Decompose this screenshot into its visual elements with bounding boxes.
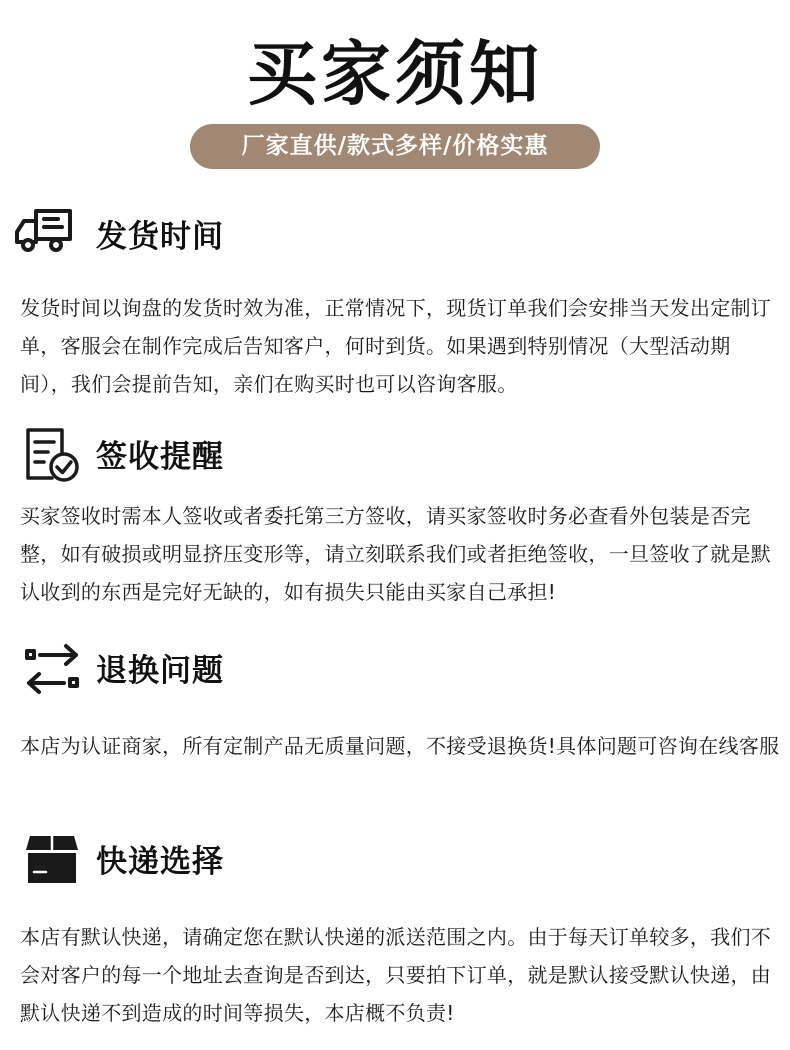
page-title: 买家须知	[247, 33, 543, 115]
section-heading-courier: 快递选择	[96, 844, 224, 880]
package-box-icon	[24, 832, 80, 888]
section-heading-delivery-time: 发货时间	[96, 219, 224, 255]
signed-document-icon	[24, 426, 80, 482]
exchange-arrows-icon	[24, 642, 80, 698]
section-body-receipt-reminder: 买家签收时需本人签收或者委托第三方签收，请买家签收时务必查看外包装是否完整，如有破损或明显挤压变形等，请立刻联系我们或者拒绝签收，一旦签收了就是默认收到的东西是完好无缺的，如有损失只能由买家自己承担!	[20, 504, 772, 604]
delivery-truck-icon	[14, 205, 70, 261]
section-body-delivery-time: 发货时间以询盘的发货时效为准，正常情况下，现货订单我们会安排当天发出定制订单，客服会在制作完成后告知客户，何时到货。如果遇到特别情况（大型活动期间），我们会提前告知，亲们在购买时也可以咨询客服。	[20, 296, 772, 396]
tagline-badge: 厂家直供/款式多样/价格实惠	[190, 124, 600, 169]
section-body-courier: 本店有默认快递，请确定您在默认快递的派送范围之内。由于每天订单较多，我们不会对客户的每一个地址去查询是否到达，只要拍下订单，就是默认接受默认快递，由默认快递不到造成的时间等损失，本店概不负责!	[20, 925, 772, 1025]
section-heading-returns: 退换问题	[96, 653, 224, 689]
section-body-returns: 本店为认证商家，所有定制产品无质量问题，不接受退换货!具体问题可咨询在线客服	[20, 734, 780, 758]
section-heading-receipt-reminder: 签收提醒	[96, 439, 224, 475]
